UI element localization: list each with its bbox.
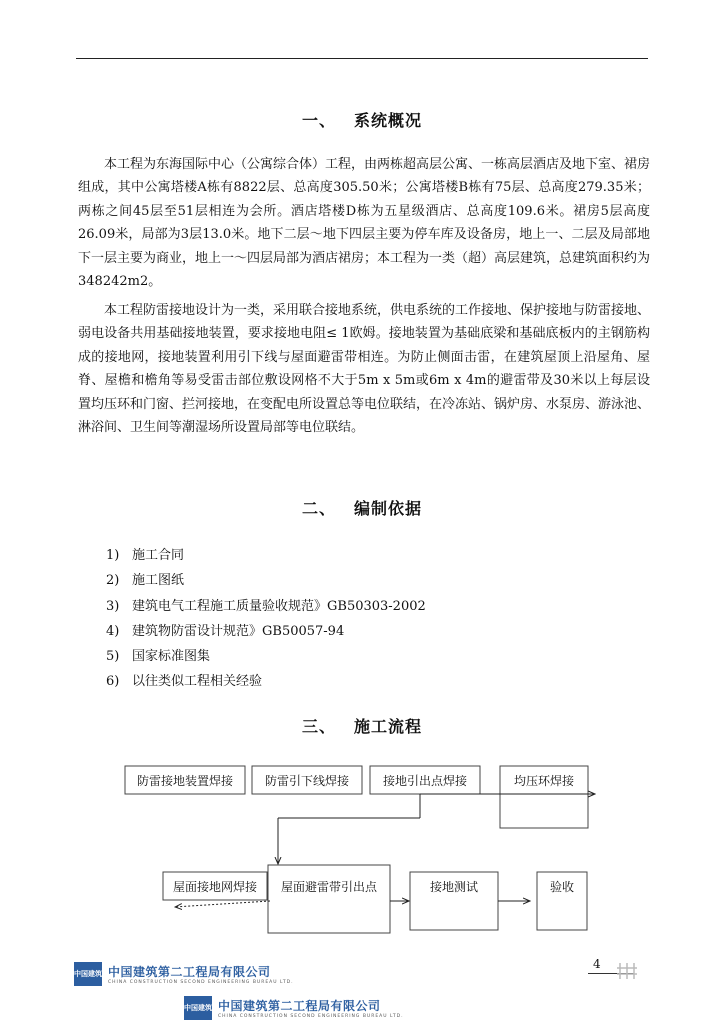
section-3-title: 施工流程 [354,717,423,736]
list-item: 5) 国家标准图集 [106,649,211,665]
paragraph-overview: 本工程为东海国际中心（公寓综合体）工程，由两栋超高层公寓、一栋高层酒店及地下室、裙房组成，其中公寓塔楼A栋有8822层、总高度305.50米；公寓塔楼B栋有75层、总高度279.35米；两栋之间45层至51层相连为会所。酒店塔楼D栋为五星级酒店、总高度109.6米。裙房5层高度26.09米，局部为3层13.0米。地下二层～地下四层主要为停车库及设备房，地上一、二层及局部地下一层主要为商业，地上一～四层局部为酒店裙房；本工程为一类（超）高层建筑，总建筑面积约为348242m2。 [78,157,651,290]
company-name: 中国建筑第二工程局有限公司 [218,999,381,1013]
flow-box-6 [268,865,390,933]
flow-label-5: 屋面接地网焊接 [172,880,258,894]
page-number: 4 [593,957,601,971]
section-2-title: 编制依据 [354,499,423,518]
section-1-title: 系统概况 [354,111,423,130]
company-logo-secondary [184,996,404,1020]
company-name-en: CHINA CONSTRUCTION SECOND ENGINEERING BUREAU LTD. [218,1014,404,1019]
flow-label-2: 防雷引下线焊接 [264,774,350,788]
list-item: 1) 施工合同 [106,548,185,563]
section-3-number: 三、 [301,717,336,736]
section-1-number: 一、 [301,111,336,130]
list-item: 3) 建筑电气工程施工质量验收规范》GB50303-2002 [106,598,426,614]
flow-label-1: 防雷接地装置焊接 [136,774,234,788]
list-item: 4) 建筑物防雷设计规范》GB50057-94 [106,623,345,639]
list-item: 6) 以往类似工程相关经验 [106,674,263,690]
logo-mark-icon: 中国建筑 [184,996,212,1020]
company-name-en: CHINA CONSTRUCTION SECOND ENGINEERING BUREAU LTD. [108,980,294,985]
flow-label-8: 验收 [549,880,575,894]
flow-label-7: 接地测试 [429,880,479,894]
logo-mark-icon: 中国建筑 [74,962,102,986]
footer-ornament-icon [617,962,637,980]
flow-label-4: 均压环焊接 [513,774,575,788]
list-item: 2) 施工图纸 [106,573,185,589]
company-logo [74,962,294,986]
paragraph-grounding-design: 本工程防雷接地设计为一类，采用联合接地系统，供电系统的工作接地、保护接地与防雷接地、弱电设备共用基础接地装置，要求接地电阻≤ 1欧姆。接地装置为基础底梁和基础底板内的主钢筋构成的接地网，接地装置利用引下线与屋面避雷带相连。为防止侧面击雷，在建筑屋顶上沿屋角、屋脊、屋檐和檐角等易受雷击部位敷设网格不大于5m x 5m或6m x 4m的避雷带及30米以上每层设置均压环和门窗、拦河接地，在变配电所设置总等电位联结，在冷冻站、锅炉房、水泵房、游泳池、淋浴间、卫生间等潮湿场所设置局部等电位联结。 [78,303,651,436]
flow-label-3: 接地引出点焊接 [382,774,468,788]
flow-label-6: 屋面避雷带引出点 [280,880,378,894]
section-2-number: 二、 [301,499,336,518]
company-name: 中国建筑第二工程局有限公司 [108,965,271,979]
flow-arrow [175,901,270,907]
